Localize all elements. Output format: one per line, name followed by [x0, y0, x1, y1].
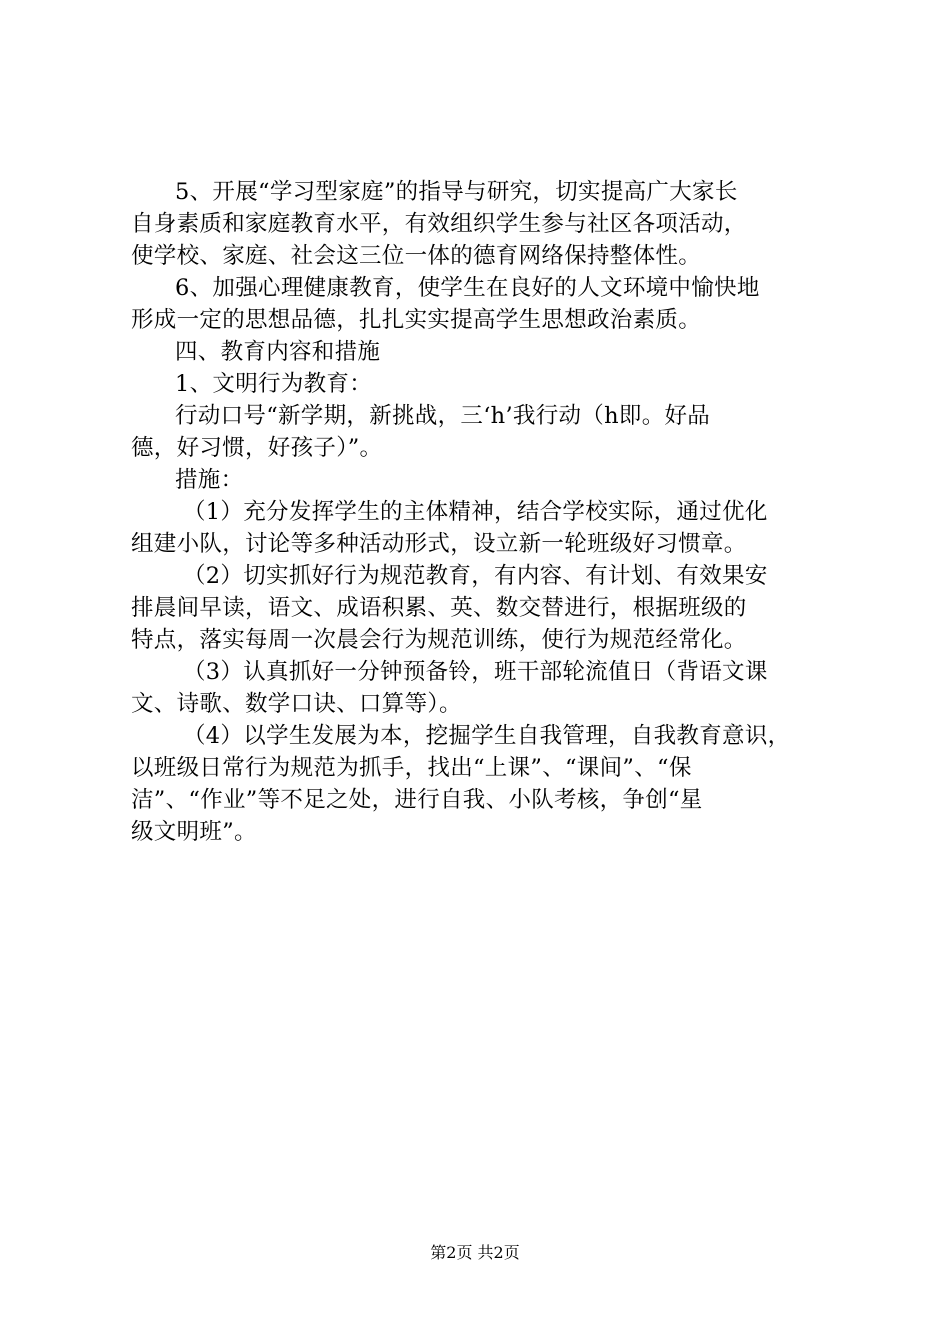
measure-1-line-2: 组建小队，讨论等多种活动形式，设立新一轮班级好习惯章。: [131, 531, 747, 557]
paragraph-5-line-2: 自身素质和家庭教育水平，有效组织学生参与社区各项活动，: [131, 211, 747, 237]
paragraph-5-line-3: 使学校、家庭、社会这三位一体的德育网络保持整体性。: [131, 243, 702, 269]
paragraph-5-line-1: 5、开展“学习型家庭”的指导与研究，切实提高广大家长: [175, 179, 738, 205]
paragraph-6-line-1: 6、加强心理健康教育，使学生在良好的人文环境中愉快地: [175, 275, 760, 301]
measure-3-line-1: （3）认真抓好一分钟预备铃，班干部轮流值日（背语文课: [183, 659, 768, 685]
paragraph-6-line-2: 形成一定的思想品德，扎扎实实提高学生思想政治素质。: [131, 307, 702, 333]
measure-2-line-2: 排晨间早读，语文、成语积累、英、数交替进行，根据班级的: [131, 595, 747, 621]
document-body: [131, 176, 831, 848]
slogan-line-2: 德，好习惯，好孩子）”。: [131, 435, 383, 461]
measure-4-line-2: 以班级日常行为规范为抓手，找出“上课”、“课间”、“保: [131, 755, 692, 781]
measure-4-line-1: （4）以学生发展为本，挖掘学生自我管理，自我教育意识，: [183, 723, 791, 749]
measure-2-line-3: 特点，落实每周一次晨会行为规范训练，使行为规范经常化。: [131, 627, 747, 653]
measures-label: 措施：: [175, 467, 244, 493]
measure-2-line-1: （2）切实抓好行为规范教育，有内容、有计划、有效果安: [183, 563, 768, 589]
measure-4-line-3: 洁”、“作业”等不足之处，进行自我、小队考核，争创“星: [131, 787, 703, 813]
subsection-heading-1: 1、文明行为教育：: [175, 371, 373, 397]
measure-3-line-2: 文、诗歌、数学口诀、口算等）。: [131, 691, 462, 717]
measure-4-line-4: 级文明班”。: [131, 819, 257, 845]
page-footer: 第2页 共2页: [430, 1243, 520, 1262]
section-heading-4: 四、教育内容和措施: [175, 339, 381, 365]
measure-1-line-1: （1）充分发挥学生的主体精神，结合学校实际，通过优化: [183, 499, 768, 525]
slogan-line-1: 行动口号“新学期，新挑战，三‘h’我行动（h即。好品: [175, 403, 711, 429]
